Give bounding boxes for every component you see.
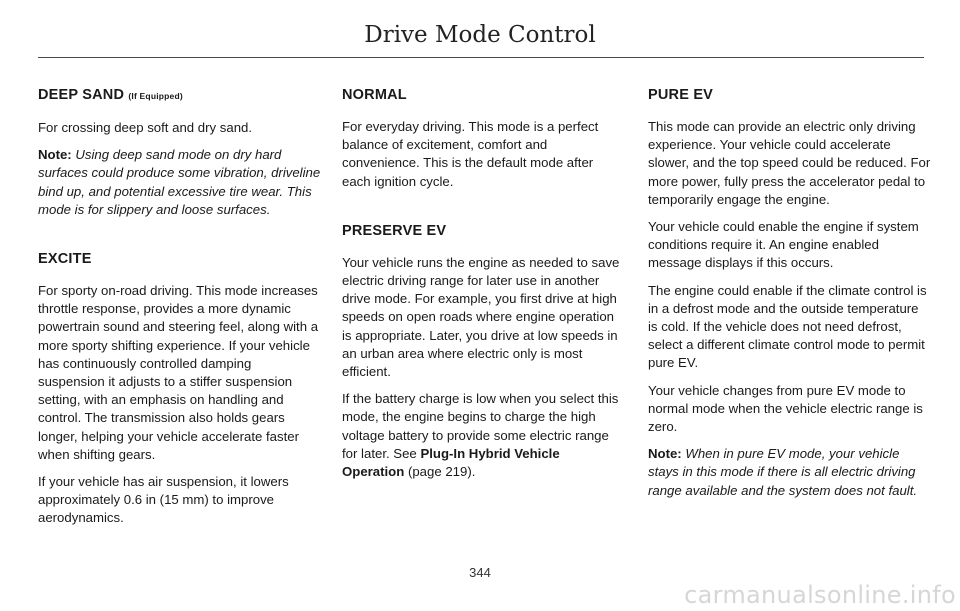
pure-ev-note xyxy=(648,445,931,500)
page-title: Drive Mode Control xyxy=(364,22,596,48)
heading-preserve-ev: PRESERVE EV xyxy=(342,222,447,239)
section-gap xyxy=(342,200,625,222)
xref-plug-in-hybrid-link[interactable]: Plug-In Hybrid Vehicle Operation xyxy=(342,445,560,480)
pure-ev-paragraph-4: Your vehicle changes from pure EV mode to normal mode when the vehicle electric range is zero. xyxy=(648,382,923,435)
section-preserve-ev xyxy=(342,222,625,481)
section-gap xyxy=(38,228,321,250)
column-right xyxy=(648,86,931,509)
watermark: carmanualsonline.info xyxy=(684,581,956,609)
pure-ev-paragraph-2: Your vehicle could enable the engine if system conditions require it. An engine enabled message displays if this occurs. xyxy=(648,219,919,271)
column-left xyxy=(38,86,321,537)
deep-sand-description: For crossing deep soft and dry sand. xyxy=(38,120,253,135)
pure-ev-paragraph-3: The engine could enable if the climate control is in a defrost mode and the outside temperature is cold. If the vehicle does not need defrost, select a different climate control mode to permit pure EV. xyxy=(648,282,927,371)
header-rule xyxy=(38,57,924,58)
heading-excite: EXCITE xyxy=(38,251,92,268)
note-label: Note: xyxy=(648,446,682,462)
excite-paragraph-2: If your vehicle has air suspension, it lowers approximately 0.6 in (15 mm) to improve aerodynamics. xyxy=(38,474,289,526)
heading-deep-sand-text: DEEP SAND xyxy=(38,87,125,103)
note-text: Using deep sand mode on dry hard surfaces could produce some vibration, driveline bind up, and potential excessive tire wear. This mode is for slippery and loose surfaces. xyxy=(38,147,321,217)
normal-paragraph: For everyday driving. This mode is a perfect balance of excitement, comfort and convenience. This is the default mode after each ignition cycle. xyxy=(342,119,599,189)
section-pure-ev xyxy=(648,86,931,500)
section-excite xyxy=(38,250,321,528)
heading-pure-ev: PURE EV xyxy=(648,87,714,103)
note-text: When in pure EV mode, your vehicle stays in this mode if there is all electric driving range available and the system does not fault. xyxy=(648,446,918,498)
pure-ev-paragraph-1: This mode can provide an electric only driving experience. Your vehicle could accelerate slower, and the top speed could be reduced. For more power, fully press the accelerator pedal to temporarily engage the engine. xyxy=(648,119,931,207)
deep-sand-note xyxy=(38,146,321,219)
heading-deep-sand xyxy=(38,86,321,105)
preserve-ev-paragraph-1: Your vehicle runs the engine as needed to save electric driving range for later use in another drive mode. For example, you first drive at high speeds on open roads where engine operation is appropriate. Later, you drive at low speeds in an urban area where electric only is most efficient. xyxy=(342,254,620,380)
page-reference: (page 219). xyxy=(407,464,476,480)
page-header xyxy=(0,0,960,58)
section-normal xyxy=(342,86,625,191)
section-deep-sand xyxy=(38,86,321,219)
if-equipped-qualifier: (If Equipped) xyxy=(128,91,183,101)
preserve-ev-paragraph-2-text: If the battery charge is low when you select this mode, the engine begins to charge the high voltage battery to provide some electric range for later. See xyxy=(342,391,619,461)
heading-normal: NORMAL xyxy=(342,87,407,103)
excite-paragraph-1: For sporty on-road driving. This mode increases throttle response, provides a more dynamic powertrain sound and steering feel, along with a more sporty shifting experience. If your vehicle has continuously controlled damping suspension it adjusts to a stiffer suspension setting, with an emphasis on handling and control. The transmission also holds gears longer, helping your vehicle accelerate faster when shifting gears. xyxy=(38,283,319,462)
note-label: Note: xyxy=(38,147,72,163)
column-middle xyxy=(342,86,625,490)
preserve-ev-paragraph-2 xyxy=(342,390,625,481)
page-number: 344 xyxy=(469,565,491,580)
